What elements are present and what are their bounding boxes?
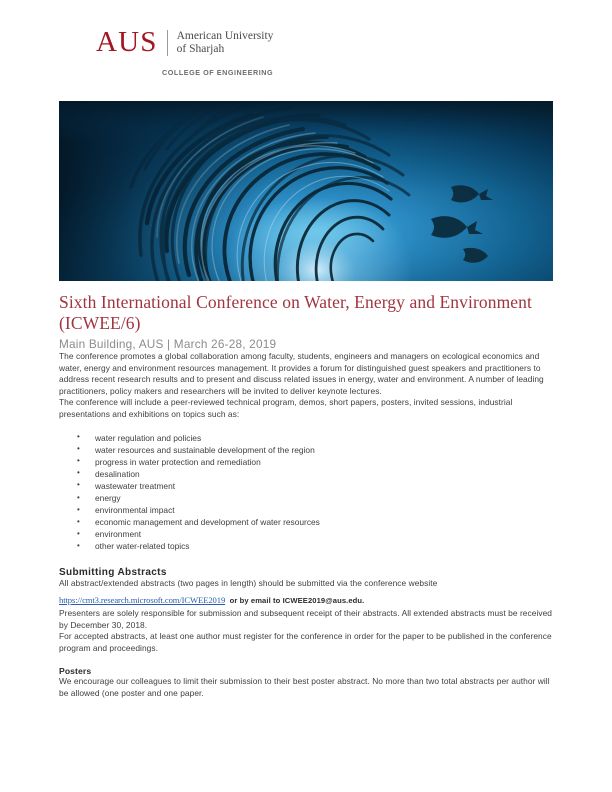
list-item: • environment xyxy=(77,528,553,540)
institution-name-line2: of Sharjah xyxy=(176,42,225,55)
intro-paragraph-1: The conference promotes a global collaboration among faculty, students, engineers and managers on ecological economics and water, energy and environment resources management. It provides a forum for distinguished guest speakers and practitioners to address recent research results and to present and discuss related issues in energy, water and environment. A number of leading practitioners, policy makers and researchers will be invited to deliver keynote lectures. xyxy=(59,351,544,396)
list-item: • water resources and sustainable development of the region xyxy=(77,444,553,456)
submitting-line-2: Presenters are solely responsible for submission and subsequent receipt of their abstracts. All extended abstracts must be received by December 30, 2018. xyxy=(59,608,553,630)
submission-email-note: or by email to ICWEE2019@aus.edu. xyxy=(229,596,365,606)
list-item: • desalination xyxy=(77,468,553,480)
list-item: • water regulation and policies xyxy=(77,432,553,444)
conference-website-link[interactable]: https://cmt3.research.microsoft.com/ICWEE2019 xyxy=(59,595,226,606)
posters-heading: Posters xyxy=(59,666,92,677)
aus-wordmark: AUS xyxy=(96,26,158,58)
event-venue-date: Main Building, AUS | March 26-28, 2019 xyxy=(59,337,277,351)
list-item: • progress in water protection and remediation xyxy=(77,456,553,468)
list-item: • economic management and development of water resources xyxy=(77,516,553,528)
institution-name xyxy=(177,30,274,56)
posters-section xyxy=(59,666,553,699)
page-title: Sixth International Conference on Water, Energy and Environment (ICWEE/6) xyxy=(59,292,532,333)
list-item: • wastewater treatment xyxy=(77,480,553,492)
posters-line-1: We encourage our colleagues to limit their submission to their best poster abstract. No more than two total abstracts per author will be allowed (one poster and one paper. xyxy=(59,676,550,699)
submitting-line-1: All abstract/extended abstracts (two pages in length) should be submitted via the conference website xyxy=(59,577,438,588)
submitting-line-3: For accepted abstracts, at least one author must register for the conference in order for the paper to be published in the conference program and proceedings. xyxy=(59,631,552,653)
submitting-abstracts-section xyxy=(59,567,553,655)
submission-link-row xyxy=(59,590,553,608)
list-item: • environmental impact xyxy=(77,504,553,516)
list-item: • other water-related topics xyxy=(77,540,553,552)
intro-paragraph-2: The conference will include a peer-reviewed technical program, demos, short papers, posters, invited sessions, industrial presentations and exhibitions on topics such as: xyxy=(59,397,513,419)
aus-logo xyxy=(59,28,553,57)
logo-divider-icon xyxy=(167,30,168,56)
college-label: COLLEGE OF ENGINEERING xyxy=(162,68,274,77)
hero-image-underwater-fish-school xyxy=(59,101,553,281)
hero-illustration xyxy=(59,101,553,281)
document-body xyxy=(59,292,553,700)
institution-name-line1: American University xyxy=(176,29,274,42)
document-header xyxy=(59,28,553,77)
list-item: • energy xyxy=(77,492,553,504)
submitting-abstracts-heading: Submitting Abstracts xyxy=(59,566,167,578)
topics-list xyxy=(59,432,553,553)
